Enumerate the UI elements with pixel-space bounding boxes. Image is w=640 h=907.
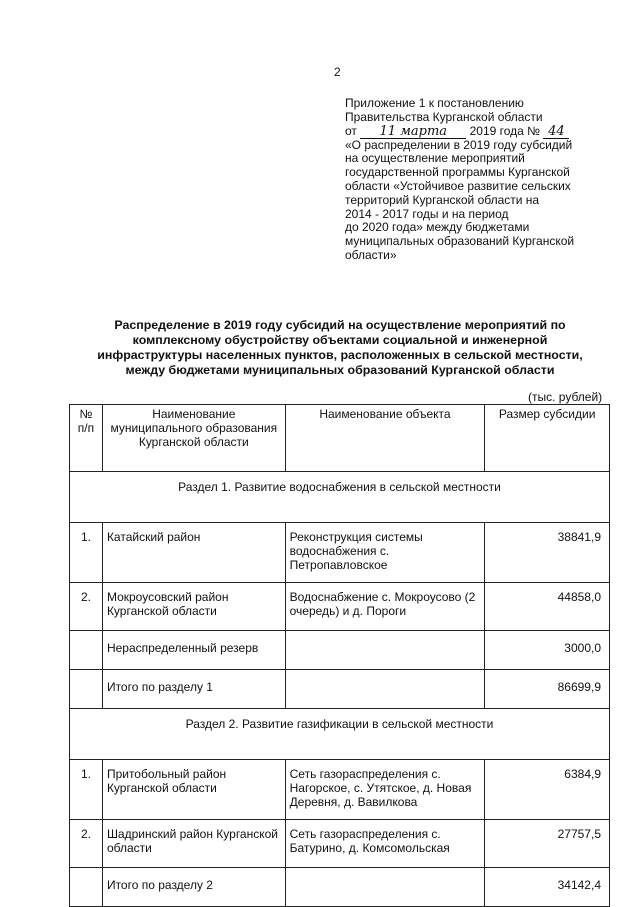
header-municipality: Наименование муниципального образования Курганской области [102,405,285,472]
cell-municipality: Притобольный район Курганской области [102,760,285,820]
cell-object [285,631,485,670]
title-line: инфраструктуры населенных пунктов, расположенных в сельской местности, [97,348,583,362]
cell-amount: 38841,9 [485,523,610,583]
document-title [80,318,600,378]
table-row [70,820,610,868]
cell-amount: 3000,0 [485,631,610,670]
appendix-body-line: на осуществление мероприятий [345,151,525,166]
header-object: Наименование объекта [285,405,485,472]
total-amount: 34142,4 [485,868,610,907]
header-amount: Размер субсидии [485,405,610,472]
cell-object: Водоснабжение с. Мокроусово (2 очередь) и д. Пороги [285,583,485,631]
cell-amount: 27757,5 [485,820,610,868]
cell-municipality: Шадринский район Курганской области [102,820,285,868]
cell-object [285,868,485,907]
appendix-body-line: области» [345,247,397,262]
cell-amount: 6384,9 [485,760,610,820]
total-label: Итого по разделу 2 [102,868,285,907]
cell-object: Сеть газораспределения с. Батурино, д. Комсомольская [285,820,485,868]
handwritten-date: 11 марта [360,126,466,139]
cell-object [285,670,485,709]
title-line: комплексному обустройству объектами социальной и инженерной [132,333,548,347]
header-num: № п/п [70,405,103,472]
total-amount: 86699,9 [485,670,610,709]
cell-num [70,868,103,907]
subsidy-table [69,404,610,907]
section-1-title: Раздел 1. Развитие водоснабжения в сельской местности [70,472,610,523]
cell-num: 2. [70,820,103,868]
section-row [70,709,610,760]
appendix-line-1: Приложение 1 к постановлению [345,96,524,110]
total-row [70,670,610,709]
appendix-body-line: «О распределении в 2019 году субсидий [345,137,573,152]
title-line: Распределение в 2019 году субсидий на осуществление мероприятий по [114,318,566,332]
table-row [70,583,610,631]
cell-num: 2. [70,583,103,631]
total-row [70,868,610,907]
date-prefix: от [345,123,357,138]
cell-object: Сеть газораспределения с. Нагорское, с. Утятское, д. Новая Деревня, д. Вавилкова [285,760,485,820]
cell-municipality: Мокроусовский район Курганской области [102,583,285,631]
cell-num [70,631,103,670]
cell-num: 1. [70,760,103,820]
cell-num [70,670,103,709]
appendix-block [345,97,615,263]
total-label: Итого по разделу 1 [102,670,285,709]
table-header-row [70,405,610,472]
cell-object: Реконструкция системы водоснабжения с. Петропавловское [285,523,485,583]
cell-municipality: Катайский район [102,523,285,583]
year-text: 2019 года № [469,123,541,138]
appendix-line-2: Правительства Курганской области [345,109,543,124]
table-row [70,523,610,583]
cell-municipality: Нераспределенный резерв [102,631,285,670]
appendix-body-line: территорий Курганской области на [345,192,540,207]
appendix-body-line: до 2020 года» между бюджетами [345,220,530,235]
appendix-body-line: муниципальных образований Курганской [345,234,575,249]
title-line: между бюджетами муниципальных образований Курганской области [125,363,555,377]
appendix-date-line [345,125,615,139]
appendix-body-line: государственной программы Курганской [345,165,570,180]
appendix-body-line: области «Устойчивое развитие сельских [345,178,571,193]
page-number: 2 [334,65,341,79]
handwritten-number: 44 [543,126,569,139]
appendix-body-line: 2014 - 2017 годы и на период [345,206,509,221]
table-row [70,760,610,820]
cell-amount: 44858,0 [485,583,610,631]
unit-label: (тыс. рублей) [528,390,603,404]
cell-num: 1. [70,523,103,583]
table-row [70,631,610,670]
section-row [70,472,610,523]
section-2-title: Раздел 2. Развитие газификации в сельской местности [70,709,610,760]
